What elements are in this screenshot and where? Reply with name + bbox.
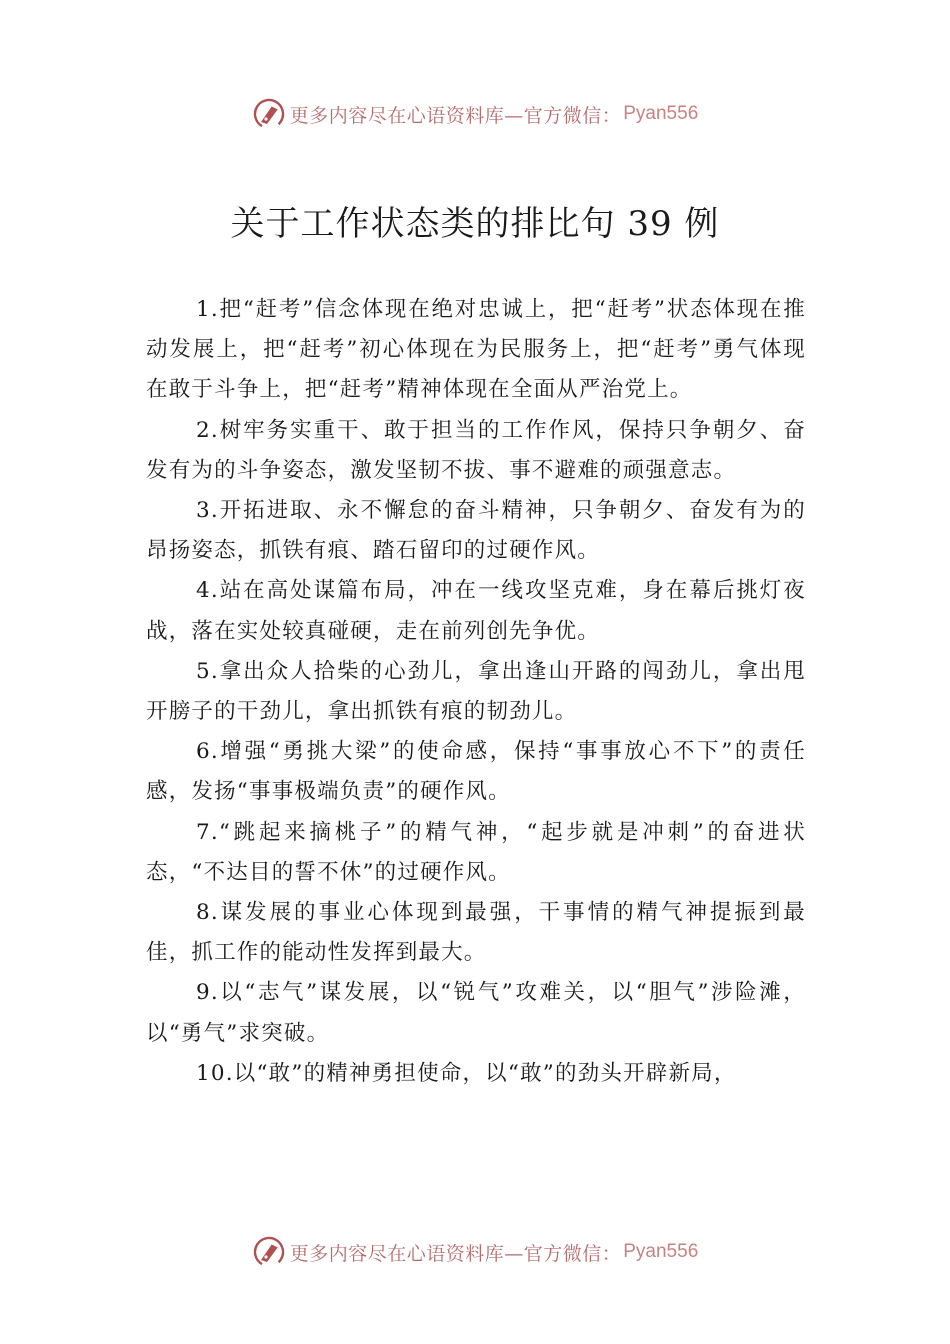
pen-nib-icon xyxy=(252,97,286,131)
list-item: 2.树牢务实重干、敢于担当的工作作风，保持只争朝夕、奋发有为的斗争姿态，激发坚韧不拔、事不避难的顽强意志。 xyxy=(146,417,806,483)
header-banner xyxy=(0,94,950,134)
list-item: 9.以“志气”谋发展，以“锐气”攻难关，以“胆气”涉险滩，以“勇气”求突破。 xyxy=(146,980,806,1046)
list-item: 6.增强“勇挑大梁”的使命感，保持“事事放心不下”的责任感，发扬“事事极端负责”的硬作风。 xyxy=(146,739,806,805)
pen-nib-icon xyxy=(252,1235,286,1269)
list-item: 10.以“敢”的精神勇担使命，以“敢”的劲头开辟新局， xyxy=(196,1060,737,1086)
list-item: 8.谋发展的事业心体现到最强，干事情的精气神提振到最佳，抓工作的能动性发挥到最大。 xyxy=(146,900,806,966)
list-item: 3.开拓进取、永不懈怠的奋斗精神，只争朝夕、奋发有为的昂扬姿态，抓铁有痕、踏石留印的过硬作风。 xyxy=(146,498,806,564)
list-item: 7.“跳起来摘桃子”的精气神，“起步就是冲刺”的奋进状态，“不达目的誓不休”的过硬作风。 xyxy=(146,819,806,885)
footer-banner xyxy=(0,1232,950,1272)
wechat-id: Pyan556 xyxy=(623,1241,699,1262)
banner-text: 更多内容尽在心语资料库—官方微信： xyxy=(289,1242,622,1265)
list-item: 1.把“赶考”信念体现在绝对忠诚上，把“赶考”状态体现在推动发展上，把“赶考”初心体现在为民服务上，把“赶考”勇气体现在敢于斗争上，把“赶考”精神体现在全面从严治党上。 xyxy=(146,297,806,403)
page-title: 关于工作状态类的排比句 39 例 xyxy=(230,204,720,244)
list-item: 5.拿出众人拾柴的心劲儿，拿出逢山开路的闯劲儿，拿出甩开膀子的干劲儿，拿出抓铁有痕的韧劲儿。 xyxy=(146,658,806,725)
list-item: 4.站在高处谋篇布局，冲在一线攻坚克难，身在幕后挑灯夜战，落在实处较真碰硬，走在前列创先争优。 xyxy=(146,578,806,644)
wechat-id: Pyan556 xyxy=(623,103,699,124)
banner-text: 更多内容尽在心语资料库—官方微信： xyxy=(289,104,622,127)
document-body xyxy=(146,290,806,1094)
